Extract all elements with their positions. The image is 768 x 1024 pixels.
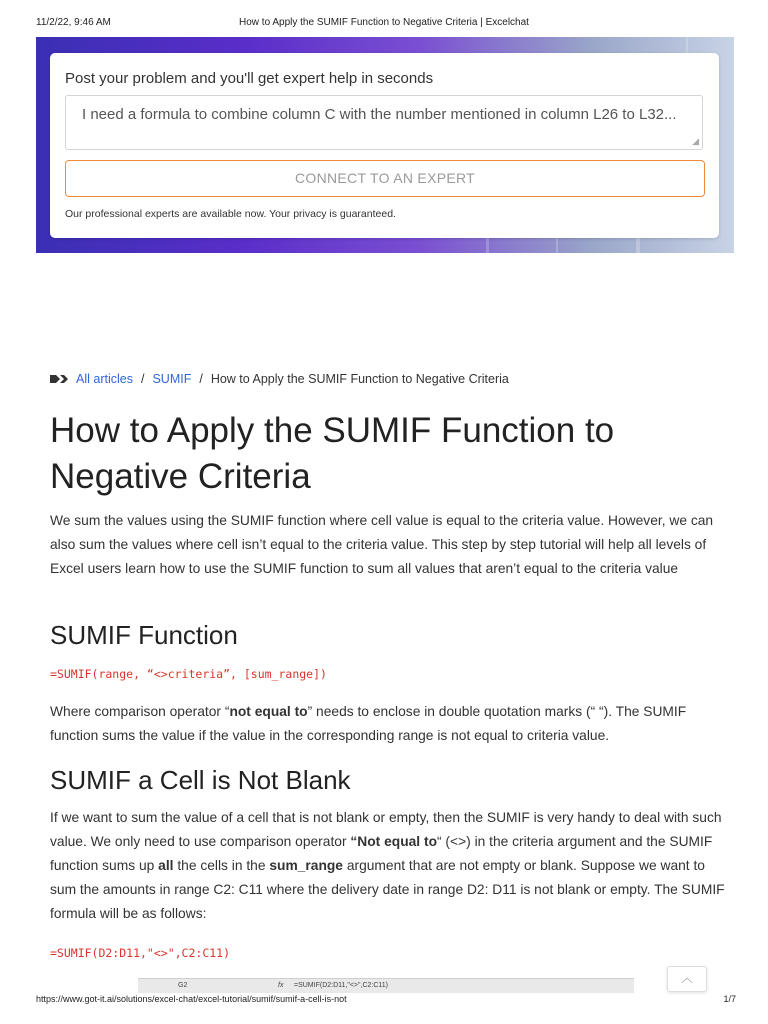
bold-not-equal: not equal to [229, 704, 308, 719]
breadcrumb [50, 372, 509, 386]
problem-textarea[interactable] [65, 95, 703, 150]
privacy-note: Our professional experts are available now. Your privacy is guaranteed. [65, 208, 396, 220]
article-title: How to Apply the SUMIF Function to Negative Criteria [50, 411, 615, 496]
breadcrumb-sumif-link[interactable]: SUMIF [152, 372, 192, 386]
expert-widget-card [50, 53, 719, 238]
print-page-number: 1/7 [723, 994, 736, 1004]
breadcrumb-separator: / [140, 372, 145, 386]
not-blank-formula-code: =SUMIF(D2:D11,"<>",C2:C11) [50, 946, 231, 960]
excel-fx-icon: fx [278, 982, 284, 989]
scroll-to-top-button[interactable] [667, 966, 707, 992]
section-heading-not-blank: SUMIF a Cell is Not Blank [50, 765, 351, 795]
breadcrumb-all-articles-link[interactable]: All articles [76, 372, 133, 386]
widget-heading: Post your problem and you'll get expert help in seconds [65, 70, 434, 87]
breadcrumb-current: How to Apply the SUMIF Function to Negative Criteria [210, 372, 509, 386]
resize-handle-icon[interactable]: ◢ [692, 136, 699, 146]
not-blank-explanation [50, 806, 730, 926]
bold-not-equal-to: “Not equal to [350, 834, 437, 849]
sumif-syntax-code: =SUMIF(range, “<>criteria”, [sum_range]) [50, 667, 327, 681]
text-segment: the cells in the [173, 858, 270, 873]
text-segment: ” needs to enclose in double quotation marks (“ “). The SUMIF function sums the value if the value in the corresponding range is not equal to criteria value. [50, 704, 687, 743]
bold-all: all [158, 858, 174, 873]
excel-screenshot-strip [138, 978, 634, 993]
text-segment: “ (<>) in the criteria argument and the SUMIF function sums up [50, 834, 713, 873]
chevron-up-icon: ︿ [680, 971, 693, 985]
print-datetime: 11/2/22, 9:46 AM [36, 17, 111, 28]
print-page-title: How to Apply the SUMIF Function to Negative Criteria | Excelchat [239, 17, 529, 28]
text-segment: Where comparison operator “ [50, 704, 230, 719]
section-heading-sumif-function: SUMIF Function [50, 620, 238, 650]
excel-cell-ref: G2 [178, 982, 188, 989]
article-intro: We sum the values using the SUMIF function where cell value is equal to the criteria value. However, we can also sum the values where cell isn’t equal to the criteria value. This step by step tutorial will help all levels of Excel users learn how to use the SUMIF function to sum all values that aren’t equal to the criteria value [50, 513, 714, 576]
connect-expert-button[interactable]: CONNECT TO AN EXPERT [65, 160, 705, 197]
sumif-explanation [50, 700, 730, 748]
breadcrumb-chevrons-icon [50, 374, 68, 384]
text-segment: argument that are not empty or blank. Suppose we want to sum the amounts in range C2: C11 where the delivery date in range D2: D11 is not blank or empty. The SUMIF formula will be as follows: [50, 858, 725, 921]
expert-banner [36, 37, 734, 253]
print-header [0, 0, 768, 37]
excel-formula-bar: =SUMIF(D2:D11,"<>",C2:C11) [294, 982, 388, 989]
breadcrumb-separator: / [199, 372, 203, 386]
problem-textarea-value: I need a formula to combine column C with the number mentioned in column L26 to L32... [82, 106, 677, 123]
text-segment: If we want to sum the value of a cell that is not blank or empty, then the SUMIF is very handy to deal with such value. We only need to use comparison operator [50, 810, 722, 849]
bold-sum-range: sum_range [269, 858, 343, 873]
print-url: https://www.got-it.ai/solutions/excel-chat/excel-tutorial/sumif/sumif-a-cell-is-not [36, 994, 347, 1004]
